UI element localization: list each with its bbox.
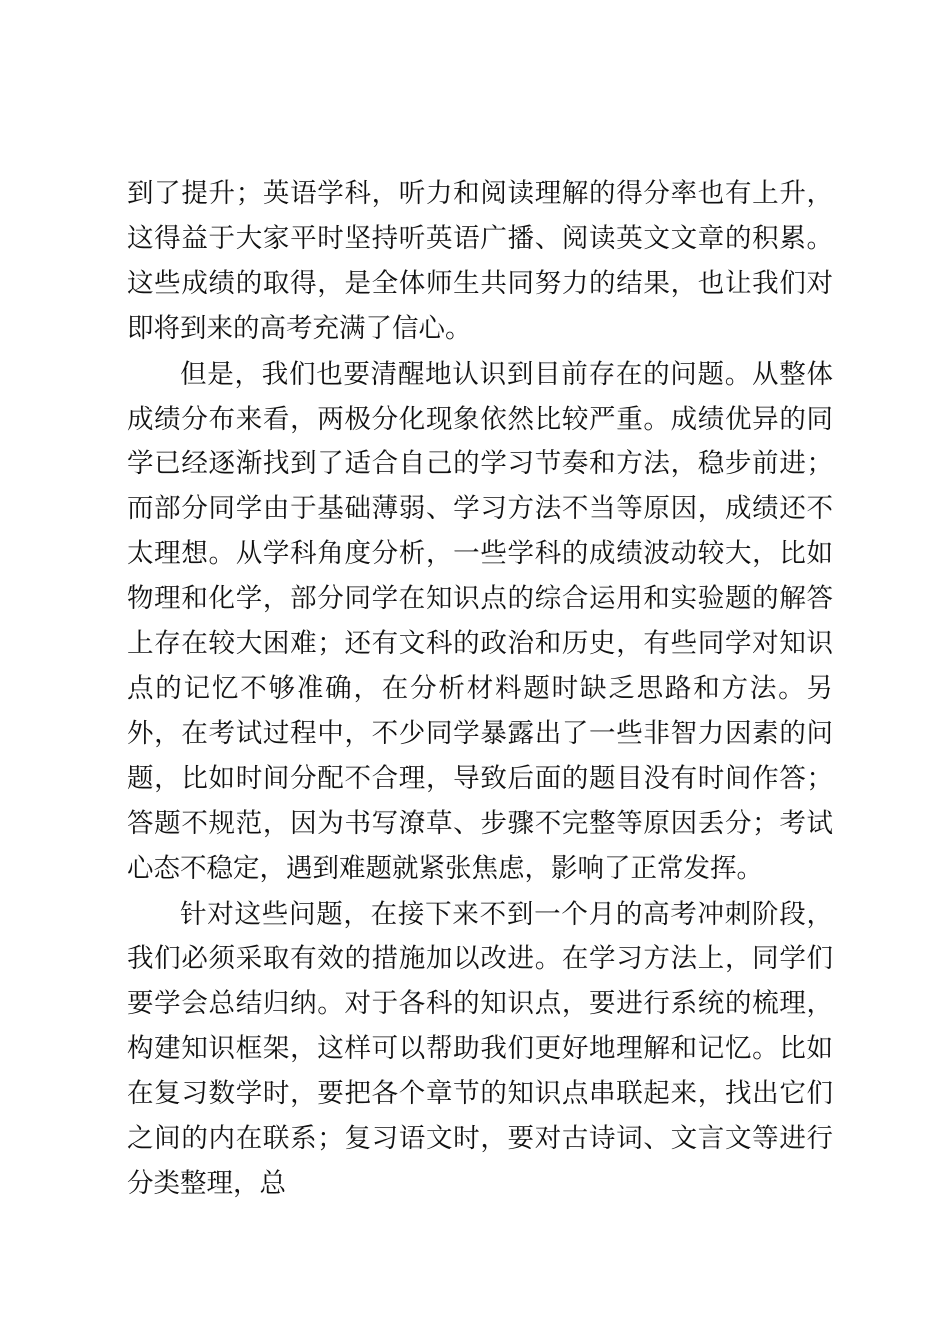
document-body <box>127 172 833 1208</box>
paragraph-2: 但是，我们也要清醒地认识到目前存在的问题。从整体成绩分布来看，两极分化现象依然比较严重。成绩优异的同学已经逐渐找到了适合自己的学习节奏和方法，稳步前进；而部分同学由于基础薄弱、学习方法不当等原因，成绩还不太理想。从学科角度分析，一些学科的成绩波动较大，比如物理和化学，部分同学在知识点的综合运用和实验题的解答上存在较大困难；还有文科的政治和历史，有些同学对知识点的记忆不够准确，在分析材料题时缺乏思路和方法。另外，在考试过程中，不少同学暴露出了一些非智力因素的问题，比如时间分配不合理，导致后面的题目没有时间作答；答题不规范，因为书写潦草、步骤不完整等原因丢分；考试心态不稳定，遇到难题就紧张焦虑，影响了正常发挥。 <box>127 358 833 884</box>
paragraph-1: 到了提升；英语学科，听力和阅读理解的得分率也有上升，这得益于大家平时坚持听英语广播、阅读英文文章的积累。这些成绩的取得，是全体师生共同努力的结果，也让我们对即将到来的高考充满了信心。 <box>127 178 833 344</box>
paragraph-3: 针对这些问题，在接下来不到一个月的高考冲刺阶段，我们必须采取有效的措施加以改进。在学习方法上，同学们要学会总结归纳。对于各科的知识点，要进行系统的梳理，构建知识框架，这样可以帮助我们更好地理解和记忆。比如在复习数学时，要把各个章节的知识点串联起来，找出它们之间的内在联系；复习语文时，要对古诗词、文言文等进行分类整理，总 <box>127 898 833 1199</box>
